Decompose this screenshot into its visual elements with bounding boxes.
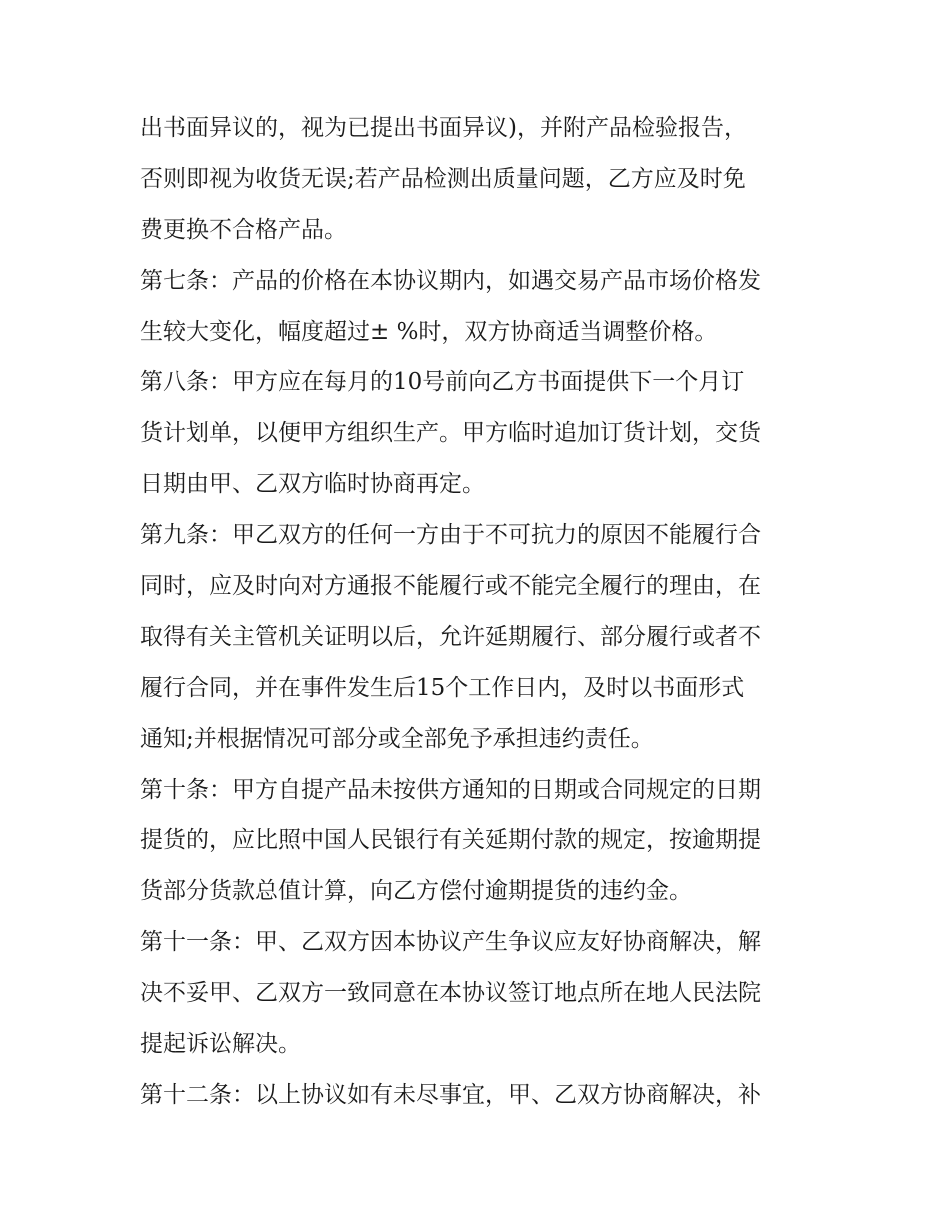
text-line: 同时，应及时向对方通报不能履行或不能完全履行的理由，在	[140, 573, 761, 600]
text-line: 货部分货款总值计算，向乙方偿付逾期提货的违约金。	[140, 878, 692, 905]
article-11-line: 第十一条：甲、乙双方因本协议产生争议应友好协商解决，解	[140, 929, 761, 956]
article-7-line: 第七条：产品的价格在本协议期内，如遇交易产品市场价格发	[140, 267, 761, 294]
text-line: 决不妥甲、乙双方一致同意在本协议签订地点所在地人民法院	[140, 980, 761, 1007]
article-9-line: 第九条：甲乙双方的任何一方由于不可抗力的原因不能履行合	[140, 522, 761, 549]
text-line: 提货的，应比照中国人民银行有关延期付款的规定，按逾期提	[140, 827, 761, 854]
text-line: 费更换不合格产品。	[140, 216, 347, 243]
text-line: 出书面异议的，视为已提出书面异议)，并附产品检验报告，	[140, 115, 747, 141]
article-10-line: 第十条：甲方自提产品未按供方通知的日期或合同规定的日期	[140, 776, 761, 803]
text-line: 日期由甲、乙双方临时协商再定。	[140, 471, 485, 498]
text-line: 通知;并根据情况可部分或全部免予承担违约责任。	[140, 725, 654, 752]
text-line: 履行合同，并在事件发生后15个工作日内，及时以书面形式	[140, 674, 745, 701]
text-line: 货计划单，以便甲方组织生产。甲方临时追加订货计划，交货	[140, 420, 761, 447]
text-line: 提起诉讼解决。	[140, 1031, 301, 1058]
article-12-line: 第十二条：以上协议如有未尽事宜，甲、乙双方协商解决，补	[140, 1081, 761, 1108]
text-line: 生较大变化，幅度超过± %时，双方协商适当调整价格。	[140, 318, 718, 345]
contract-text-body	[140, 103, 820, 1121]
text-line: 否则即视为收货无误;若产品检测出质量问题，乙方应及时免	[140, 165, 746, 192]
article-8-line: 第八条：甲方应在每月的10号前向乙方书面提供下一个月订	[140, 369, 745, 396]
text-line: 取得有关主管机关证明以后，允许延期履行、部分履行或者不	[140, 623, 761, 650]
